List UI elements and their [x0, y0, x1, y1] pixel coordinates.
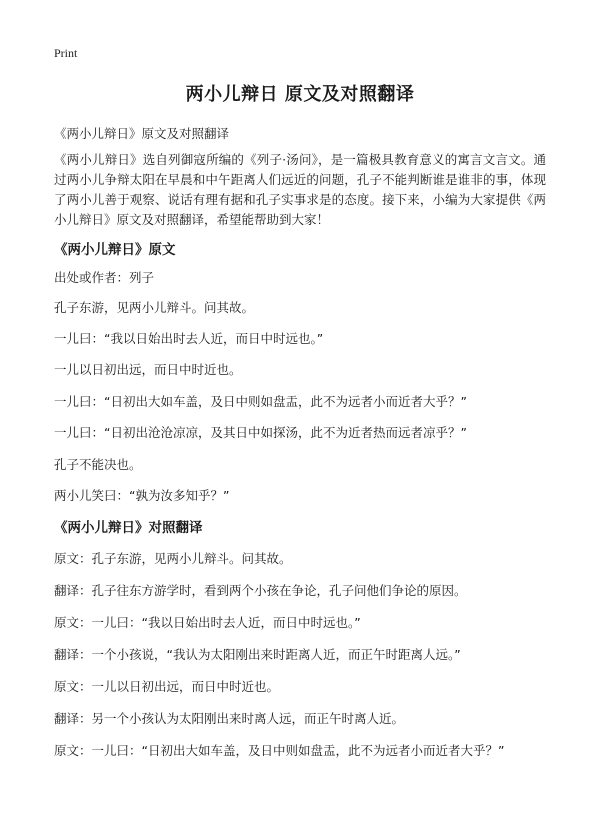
- original-line: 一儿曰：“我以日始出时去人近，而日中时远也。”: [54, 331, 324, 346]
- intro-paragraph: 《两小儿辩日》选自列御寇所编的《列子·汤问》，是一篇极具教育意义的寓言文言文。通过两小儿争辩太阳在早晨和中午距离人们远近的问题，孔子不能判断谁是谁非的事，体现了两小儿善于观察、说话有理有据和孔子实事求是的态度。接下来，小编为大家提供《两小儿辩日》原文及对照翻译，希望能帮助到大家！: [54, 152, 546, 227]
- original-line: 孔子不能决也。: [54, 457, 142, 472]
- original-line: 孔子东游，见两小儿辩斗。问其故。: [54, 300, 255, 315]
- translation-line: 翻译：孔子往东方游学时，看到两个小孩在争论，孔子问他们争论的原因。: [54, 583, 467, 598]
- translation-line: 原文：一儿曰：“我以日始出时去人近，而日中时远也。”: [54, 615, 361, 630]
- print-link[interactable]: Print: [54, 46, 78, 60]
- translation-section-heading: 《两小儿辩日》对照翻译: [54, 520, 203, 536]
- original-section-heading: 《两小儿辩日》原文: [54, 242, 176, 258]
- translation-line: 原文：一儿以日初出远，而日中时近也。: [54, 679, 280, 694]
- translation-line: 翻译：另一个小孩认为太阳刚出来时离人远，而正午时离人近。: [54, 711, 405, 726]
- original-line: 一儿曰：“日初出沧沧凉凉，及其日中如探汤，此不为近者热而远者凉乎？”: [54, 425, 467, 440]
- page-title: 两小儿辩日 原文及对照翻译: [185, 84, 415, 105]
- original-line: 出处或作者：列子: [54, 270, 155, 285]
- translation-line: 原文：孔子东游，见两小儿辩斗。问其故。: [54, 551, 292, 566]
- original-line: 一儿以日初出远，而日中时近也。: [54, 362, 242, 377]
- translation-line: 原文：一儿曰：“日初出大如车盖，及日中则如盘盂，此不为远者小而近者大乎？”: [54, 743, 505, 758]
- page-subtitle: 《两小儿辩日》原文及对照翻译: [54, 126, 230, 141]
- translation-line: 翻译：一个小孩说，“我认为太阳刚出来时距离人近，而正午时距离人远。”: [54, 647, 461, 662]
- original-line: 两小儿笑曰：“孰为汝多知乎？”: [54, 488, 230, 503]
- original-line: 一儿曰：“日初出大如车盖，及日中则如盘盂，此不为远者小而近者大乎？”: [54, 394, 467, 409]
